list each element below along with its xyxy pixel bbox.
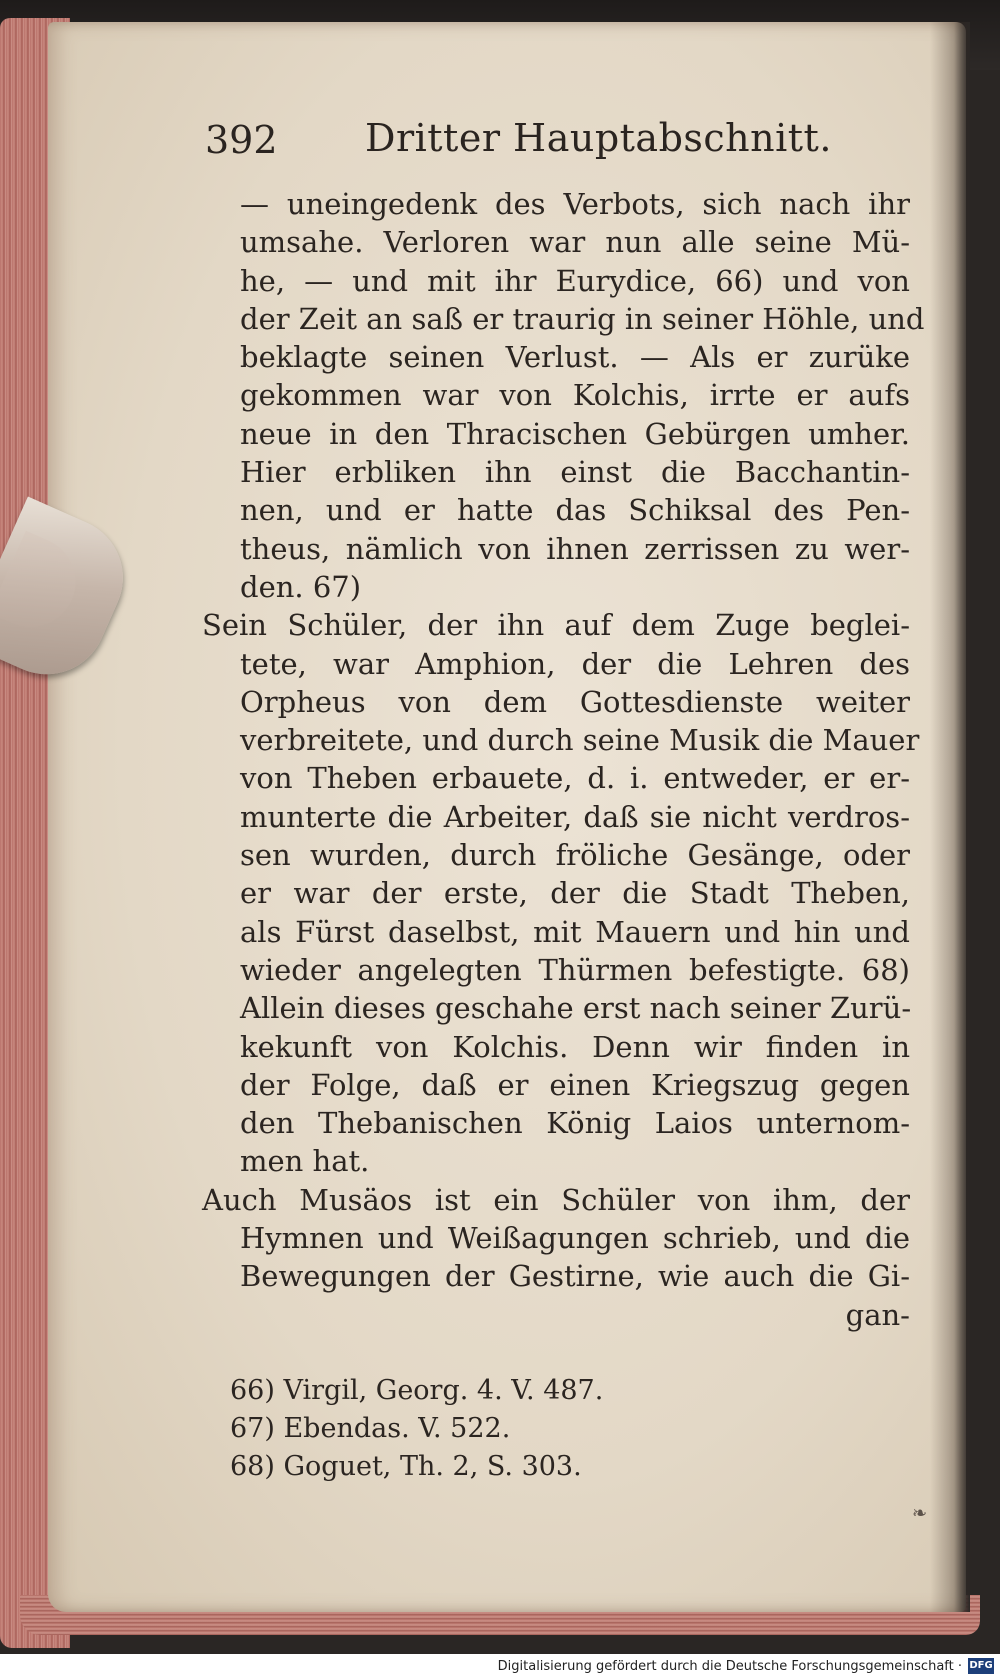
text-line: munterte die Arbeiter, daß sie nicht verdros- [240,799,910,834]
credit-bar [0,1654,1000,1680]
footnotes [230,1372,650,1486]
text-line: umsahe. Verloren war nun alle seine Mü- [240,225,910,260]
page-header [205,108,845,168]
text-line: verbreitete, und durch seine Musik die Mauer [240,723,920,758]
paragraph-start-line: Auch Musäos ist ein Schüler von ihm, der [202,1182,910,1217]
paragraph-start-line: Sein Schüler, der ihn auf dem Zuge beglei- [202,608,910,643]
credit-text: Digitalisierung gefördert durch die Deutsche Forschungsgemeinschaft · [497,1659,962,1674]
text-line: Hier erbliken ihn einst die Bacchantin- [240,455,910,490]
text-line: als Fürst daselbst, mit Mauern und hin und [240,914,910,949]
text-line: Hymnen und Weißagungen schrieb, und die [240,1221,910,1256]
text-line: wieder angelegten Thürmen befestigte. 68) [240,952,910,987]
text-line: der Folge, daß er einen Kriegszug gegen [240,1067,910,1102]
text-line: sen wurden, durch fröliche Gesänge, oder [240,838,910,873]
text-line: der Zeit an saß er traurig in seiner Höhle, und [240,301,925,336]
ink-mark-icon: ❧ [912,1503,928,1524]
text-line: nen, und er hatte das Schiksal des Pen- [240,493,910,528]
text-line: theus, nämlich von ihnen zerrissen zu wer- [240,531,910,566]
text-line: Bewegungen der Gestirne, wie auch die Gi- [240,1259,910,1294]
page-number: 392 [205,118,278,162]
binding-gutter [930,22,970,1612]
text-line: Allein dieses geschahe erst nach seiner Zurü- [240,991,912,1026]
text-line: tete, war Amphion, der die Lehren des [240,646,910,681]
text-line: he, — und mit ihr Eurydice, 66) und von [240,263,910,298]
text-line: — uneingedenk des Verbots, sich nach ihr [240,187,910,221]
running-head: Dritter Hauptabschnitt. [365,116,832,160]
text-line: beklagte seinen Verlust. — Als er zurüke [240,340,910,375]
text-line: men hat. [240,1144,370,1179]
text-line: Orpheus von dem Gottesdienste weiter [240,684,910,719]
text-line: neue in den Thracischen Gebürgen umher. [240,416,910,451]
text-line: von Theben erbauete, d. i. entweder, er er- [240,761,910,796]
text-line: den Thebanischen König Laios unternom- [240,1106,910,1141]
dfg-logo-icon: DFG [968,1658,994,1674]
page-clip-inner [0,531,90,642]
text-line: gekommen war von Kolchis, irrte er aufs [240,378,910,413]
text-line: den. 67) [240,569,362,604]
text-line: er war der erste, der die Stadt Theben, [240,876,910,911]
footnote-67: 67) Ebendas. V. 522. [230,1413,511,1444]
text-line: kekunft von Kolchis. Denn wir finden in [240,1029,910,1064]
body-text [202,185,925,1334]
catchword: gan- [845,1297,910,1332]
footnote-66: 66) Virgil, Georg. 4. V. 487. [230,1375,604,1406]
footnote-68: 68) Goguet, Th. 2, S. 303. [230,1451,582,1482]
